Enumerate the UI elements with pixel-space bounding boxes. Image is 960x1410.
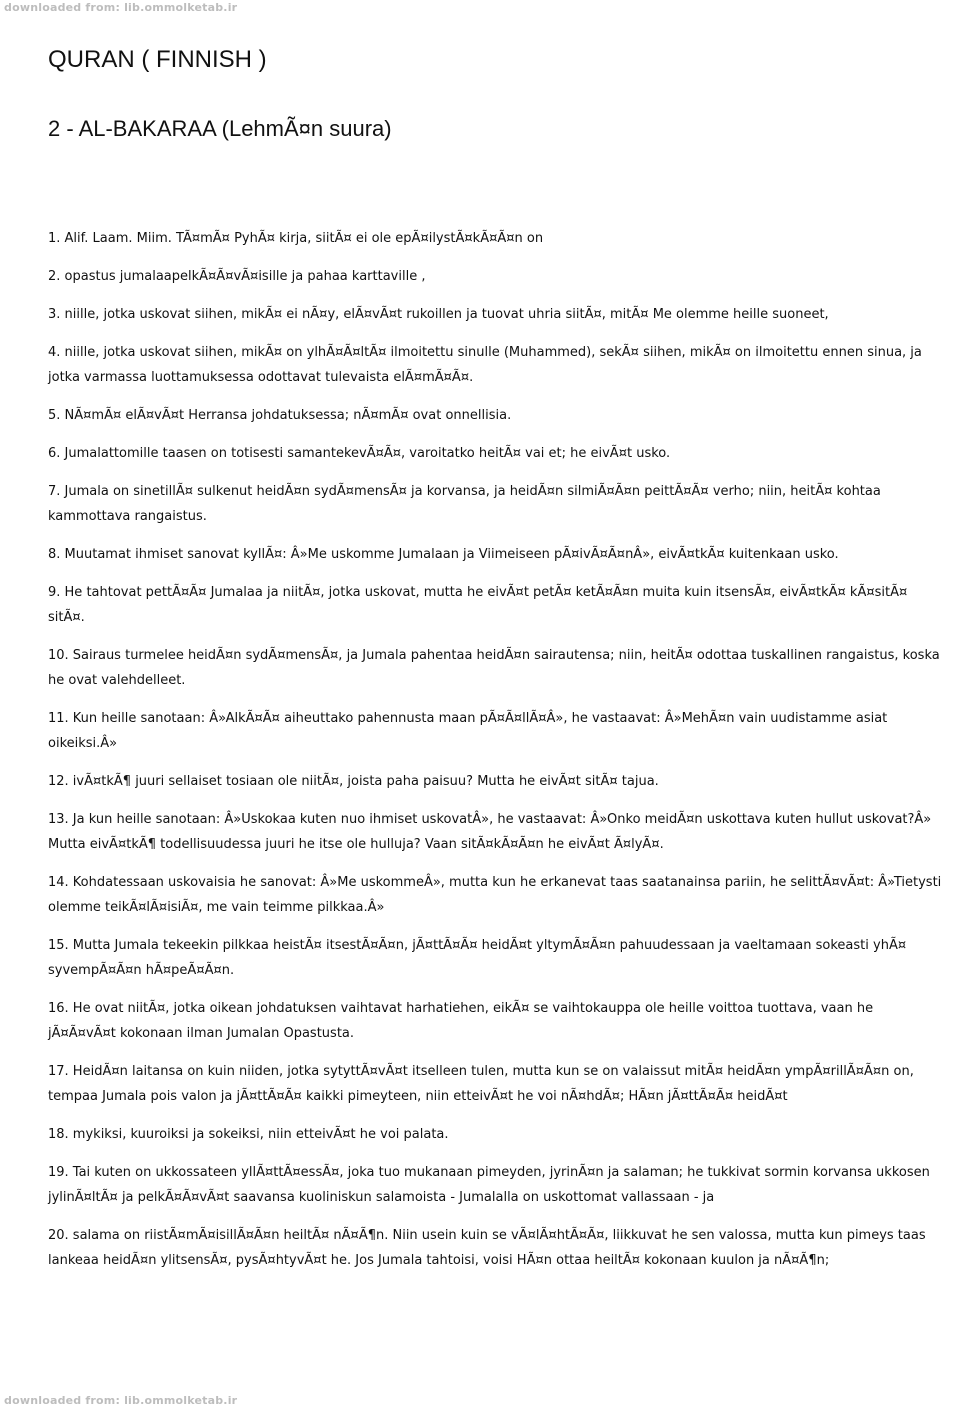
- verse-16: 16. He ovat niitÃ¤, jotka oikean johdatuksen vaihtavat harhatiehen, eikÃ¤ se vaihtokauppa ole heille voittoa tuottava, vaan he jÃ¤Ã¤vÃ¤t kokonaan ilman Jumalan Opastusta.: [48, 1001, 874, 1041]
- verse-17: 17. HeidÃ¤n laitansa on kuin niiden, jotka sytyttÃ¤vÃ¤t itselleen tulen, mutta kun se on valaissut mitÃ¤ heidÃ¤n ympÃ¤rillÃ¤Ã¤n on, tempaa Jumala pois valon ja jÃ¤ttÃ¤Ã¤ kaikki pimeyteen, niin etteivÃ¤t he voi nÃ¤hdÃ¤; HÃ¤n jÃ¤ttÃ¤Ã¤ heidÃ¤t: [48, 1064, 914, 1104]
- document-title: QURAN ( FINNISH ): [48, 46, 267, 73]
- verse-7: 7. Jumala on sinetillÃ¤ sulkenut heidÃ¤n sydÃ¤mensÃ¤ ja korvansa, ja heidÃ¤n silmiÃ¤Ã¤n peittÃ¤Ã¤ verho; niin, heitÃ¤ kohtaa kammottava rangaistus.: [48, 484, 881, 524]
- verse-12: 12. ivÃ¤tkÃ¶ juuri sellaiset tosiaan ole niitÃ¤, joista paha paisuu? Mutta he eivÃ¤t sitÃ¤ tajua.: [48, 774, 659, 789]
- verse-11: 11. Kun heille sanotaan: Â»AlkÃ¤Ã¤ aiheuttako pahennusta maan pÃ¤Ã¤llÃ¤Â», he vastaavat: Â»MehÃ¤n vain uudistamme asiat oikeiksi.Â»: [48, 711, 888, 751]
- verse-10: 10. Sairaus turmelee heidÃ¤n sydÃ¤mensÃ¤, ja Jumala pahentaa heidÃ¤n sairautensa; niin, heitÃ¤ odottaa tuskallinen rangaistus, koska he ovat valehdelleet.: [48, 648, 940, 688]
- verse-4: 4. niille, jotka uskovat siihen, mikÃ¤ on ylhÃ¤Ã¤ltÃ¤ ilmoitettu sinulle (Muhammed), sekÃ¤ siihen, mikÃ¤ on ilmoitettu ennen sinua, ja jotka varmassa luottamuksessa odottavat tulevaista elÃ¤mÃ¤Ã¤.: [48, 345, 922, 385]
- verse-5: 5. NÃ¤mÃ¤ elÃ¤vÃ¤t Herransa johdatuksessa; nÃ¤mÃ¤ ovat onnellisia.: [48, 408, 512, 423]
- verse-6: 6. Jumalattomille taasen on totisesti samantekevÃ¤Ã¤, varoitatko heitÃ¤ vai et; he eivÃ¤t usko.: [48, 446, 671, 461]
- download-watermark-bottom: downloaded from: lib.ommolketab.ir: [4, 1394, 238, 1407]
- download-watermark-top: downloaded from: lib.ommolketab.ir: [4, 1, 238, 14]
- verse-15: 15. Mutta Jumala tekeekin pilkkaa heistÃ¤ itsestÃ¤Ã¤n, jÃ¤ttÃ¤Ã¤ heidÃ¤t yltymÃ¤Ã¤n pahuudessaan ja vaeltamaan sokeasti yhÃ¤ syvempÃ¤Ã¤n hÃ¤peÃ¤Ã¤n.: [48, 938, 907, 978]
- verse-20: 20. salama on riistÃ¤mÃ¤isillÃ¤Ã¤n heiltÃ¤ nÃ¤Ã¶n. Niin usein kuin se vÃ¤lÃ¤htÃ¤Ã¤, liikkuvat he sen valossa, mutta kun pimeys taas lankeaa heidÃ¤n ylitsensÃ¤, pysÃ¤htyvÃ¤t he. Jos Jumala tahtoisi, voisi HÃ¤n ottaa heiltÃ¤ kokonaan kuulon ja nÃ¤Ã¶n;: [48, 1228, 926, 1268]
- document-page: [48, 44, 943, 1286]
- verse-19: 19. Tai kuten on ukkossateen yllÃ¤ttÃ¤essÃ¤, joka tuo mukanaan pimeyden, jyrinÃ¤n ja salaman; he tukkivat sormin korvansa ukkosen jylinÃ¤ltÃ¤ ja pelkÃ¤Ã¤vÃ¤t saavansa kuoliniskun salamoista - Jumalalla on uskottomat vallassaan - ja: [48, 1165, 930, 1205]
- verse-2: 2. opastus jumalaapelkÃ¤Ã¤vÃ¤isille ja pahaa karttaville ,: [48, 269, 426, 284]
- chapter-title: 2 - AL-BAKARAA (LehmÃ¤n suura): [48, 116, 392, 141]
- verse-14: 14. Kohdatessaan uskovaisia he sanovat: Â»Me uskommeÂ», mutta kun he erkanevat taas saatanainsa pariin, he selittÃ¤vÃ¤t: Â»Tietysti olemme teikÃ¤lÃ¤isiÃ¤, me vain teimme pilkkaa.Â»: [48, 875, 942, 915]
- verse-13: 13. Ja kun heille sanotaan: Â»Uskokaa kuten nuo ihmiset uskovatÂ», he vastaavat: Â»Onko meidÃ¤n uskottava kuten hullut uskovat?Â» Mutta eivÃ¤tkÃ¶ todellisuudessa juuri he itse ole hulluja? Vaan sitÃ¤kÃ¤Ã¤n he eivÃ¤t Ã¤lyÃ¤.: [48, 812, 932, 852]
- verse-9: 9. He tahtovat pettÃ¤Ã¤ Jumalaa ja niitÃ¤, jotka uskovat, mutta he eivÃ¤t petÃ¤ ketÃ¤Ã¤n muita kuin itsensÃ¤, eivÃ¤tkÃ¤ kÃ¤sitÃ¤ sitÃ¤.: [48, 585, 908, 625]
- verse-8: 8. Muutamat ihmiset sanovat kyllÃ¤: Â»Me uskomme Jumalaan ja Viimeiseen pÃ¤ivÃ¤Ã¤nÂ», eivÃ¤tkÃ¤ kuitenkaan usko.: [48, 547, 839, 562]
- verse-list: [48, 226, 943, 1273]
- verse-18: 18. mykiksi, kuuroiksi ja sokeiksi, niin etteivÃ¤t he voi palata.: [48, 1127, 449, 1142]
- verse-1: 1. Alif. Laam. Miim. TÃ¤mÃ¤ PyhÃ¤ kirja, siitÃ¤ ei ole epÃ¤ilystÃ¤kÃ¤Ã¤n on: [48, 231, 544, 246]
- verse-3: 3. niille, jotka uskovat siihen, mikÃ¤ ei nÃ¤y, elÃ¤vÃ¤t rukoillen ja tuovat uhria siitÃ¤, mitÃ¤ Me olemme heille suoneet,: [48, 307, 829, 322]
